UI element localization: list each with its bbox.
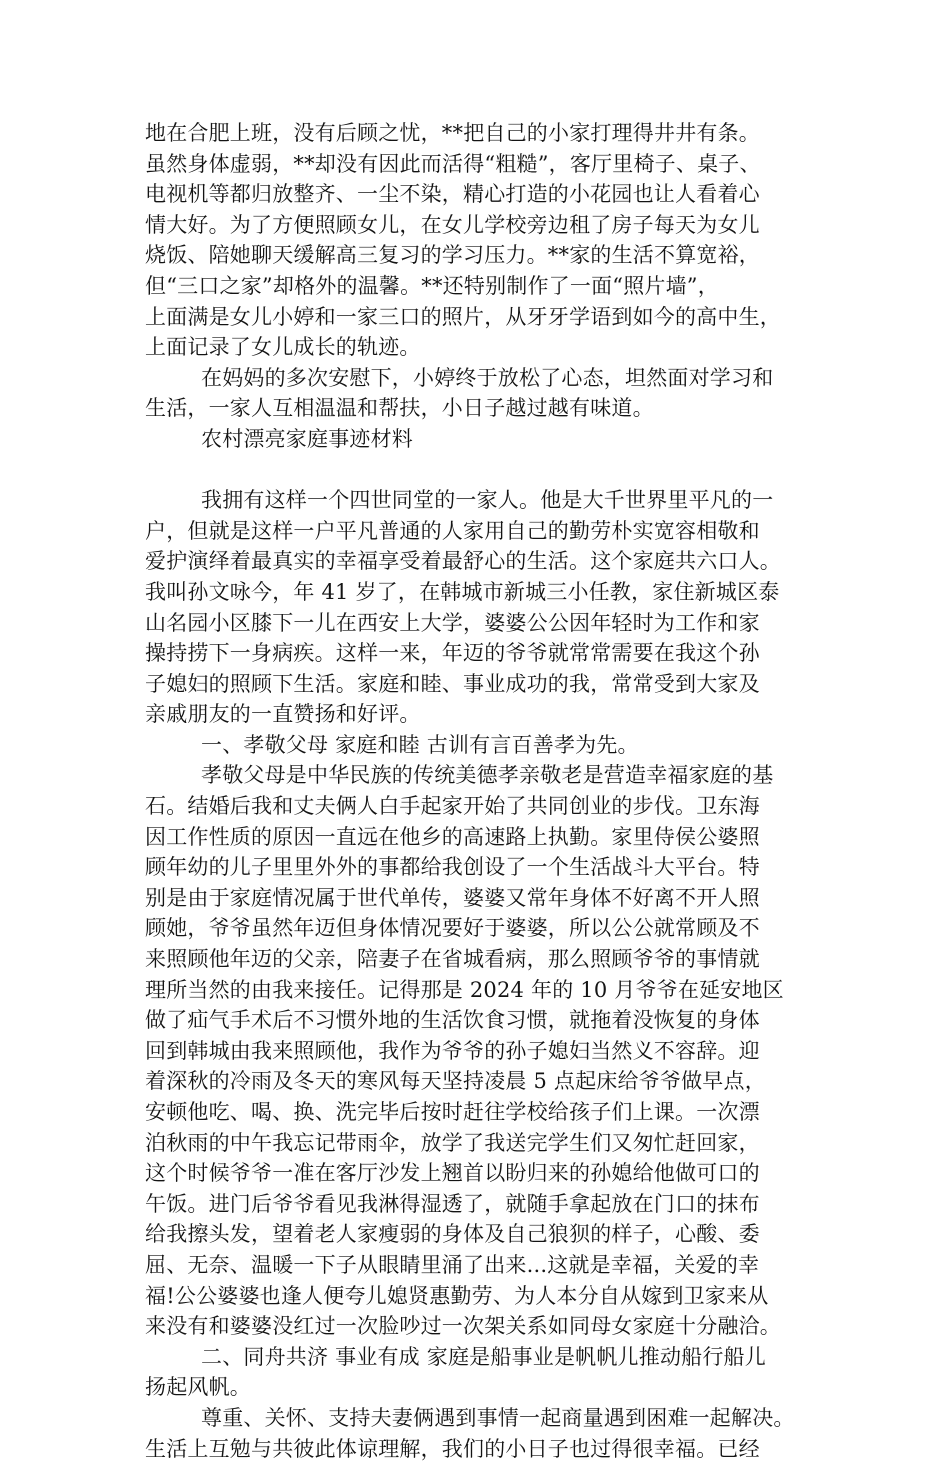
heading-same-boat: 二、同舟共济 事业有成 家庭是船事业是帆帆儿推动船行船儿 扬起风帆。 (145, 1344, 766, 1400)
document-body (145, 118, 825, 1464)
paragraph-family-intro: 我拥有这样一个四世同堂的一家人。他是大千世界里平凡的一 户，但就是这样一户平凡普通的人家用自己的勤劳朴实宽容相敬和 爱护演绎着最真实的幸福享受着最舒心的生活。这个家庭共六口人。 我叫孙文咏今，年 41 岁了，在韩城市新城三小任教，家住新城区泰 山名园小区膝下一儿在西安上大学，婆婆公公因年轻时为工作和家 操持捞下一身病疾。这样一来，年迈的爷爷就常常需要在我这个孙 子媳妇的照顾下生活。家庭和睦、事业成功的我，常常受到大家及 亲戚朋友的一直赞扬和好评。 (145, 488, 781, 727)
paragraph-mutual-support: 尊重、关怀、支持夫妻俩遇到事情一起商量遇到困难一起解决。 生活上互勉与共彼此体谅理解，我们的小日子也过得很幸福。已经 (145, 1405, 795, 1461)
section-title: 农村漂亮家庭事迹材料 (201, 426, 413, 451)
paragraph-intro-continuation: 地在合肥上班，没有后顾之忧，**把自己的小家打理得井井有条。 虽然身体虚弱，**却没有因此而活得“粗糙”，客厅里椅子、桌子、 电视机等都归放整齐、一尘不染，精心打造的小花园也让人看着心 情大好。为了方便照顾女儿，在女儿学校旁边租了房子每天为女儿 烧饭、陪她聊天缓解高三复习的学习压力。**家的生活不算宽裕， 但“三口之家”却格外的温馨。**还特别制作了一面“照片墙”， 上面满是女儿小婷和一家三口的照片，从牙牙学语到如今的高中生， 上面记录了女儿成长的轨迹。 (145, 121, 781, 360)
paragraph-filial-piety: 孝敬父母是中华民族的传统美德孝亲敬老是营造幸福家庭的基 石。结婚后我和丈夫俩人白手起家开始了共同创业的步伐。卫东海 因工作性质的原因一直远在他乡的高速路上执勤。家里侍侯公婆照 顾年幼的儿子里里外外的事都给我创设了一个生活战斗大平台。特 别是由于家庭情况属于世代单传，婆婆又常年身体不好离不开人照 顾她，爷爷虽然年迈但身体情况要好于婆婆，所以公公就常顾及不 来照顾他年迈的父亲，陪妻子在省城看病，那么照顾爷爷的事情就 理所当然的由我来接任。记得那是 2024 年的 10 月爷爷在延安地区 做了疝气手术后不习惯外地的生活饮食习惯，就拖着没恢复的身体 回到韩城由我来照顾他，我作为爷爷的孙子媳妇当然义不容辞。迎 着深秋的冷雨及冬天的寒风每天坚持凌晨 5 点起床给爷爷做早点， 安顿他吃、喝、换、洗完毕后按时赶往学校给孩子们上课。一次漂 泊秋雨的中午我忘记带雨伞，放学了我送完学生们又匆忙赶回家， 这个时候爷爷一准在客厅沙发上翘首以盼归来的孙媳给他做可口的 午饭。进门后爷爷看见我淋得湿透了，就随手拿起放在门口的抹布 给我擦头发，望着老人家瘦弱的身体及自己狼狈的样子，心酸、委 屈、无奈、温暖一下子从眼睛里涌了出来...这就是幸福，关爱的幸 福!公公婆婆也逢人便夸儿媳贤惠勤劳、为人本分自从嫁到卫家来从 来没有和婆婆没红过一次脸吵过一次架关系如同母女家庭十分融洽。 (145, 763, 784, 1339)
blank-line (145, 455, 825, 486)
paragraph-mother-comfort: 在妈妈的多次安慰下，小婷终于放松了心态，坦然面对学习和 生活，一家人互相温温和帮扶，小日子越过越有味道。 (145, 365, 774, 421)
heading-filial-piety: 一、孝敬父母 家庭和睦 古训有言百善孝为先。 (201, 732, 639, 757)
